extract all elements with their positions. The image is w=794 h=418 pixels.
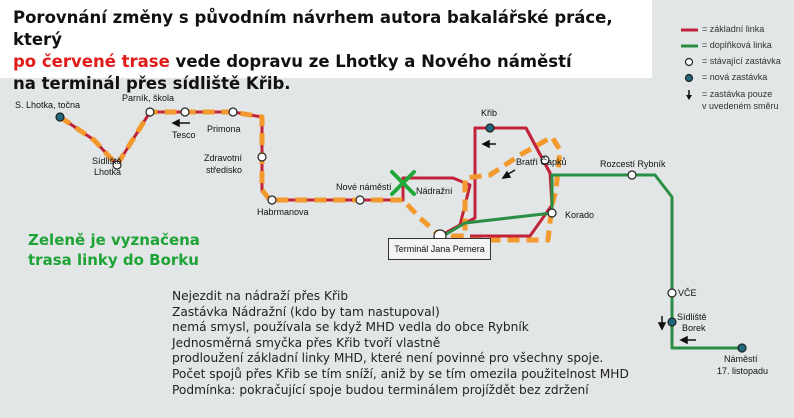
label-habrmanova: Habrmanova (257, 207, 309, 217)
label-vce: VČE (678, 288, 697, 298)
label-sidliste-lhotka-2: Lhotka (94, 167, 122, 177)
title-line-1: Porovnání změny s původním návrhem autora bakalářské práce, který (13, 8, 613, 49)
note-line: prodloužení základní linky MHD, které není povinné pro všechny spoje. (172, 351, 604, 366)
note-line: Podmínka: pokračující spoje budou terminálem projíždět bez zdržení (172, 382, 589, 397)
title-red-text: po červené trase (13, 52, 170, 71)
legend-direction-stop-label-1: = zastávka pouze (702, 89, 773, 99)
terminal-label-box (388, 238, 491, 260)
legend-direction-stop-label-2: v uvedeném směru (702, 101, 779, 111)
note-line: Zastávka Nádražní (kdo by tam nastupoval) (172, 304, 440, 319)
title-line-2 (13, 51, 643, 73)
stop-zdravotni-stredisko (258, 153, 266, 161)
legend-new-stop (680, 72, 768, 85)
stop-vce (668, 289, 676, 297)
stop-habrmanova (268, 196, 276, 204)
stop-korado (548, 209, 556, 217)
arrow-icon (483, 141, 496, 147)
green-route-note (28, 230, 200, 270)
label-sidliste-borek-2: Borek (682, 323, 706, 333)
label-zdravotni-2: středisko (206, 165, 243, 175)
filled-circle-icon (680, 72, 700, 83)
label-primona: Primona (207, 124, 241, 134)
legend-direction-stop (680, 89, 779, 111)
stop-namesti-17-listopadu (738, 344, 746, 352)
note-line: Jednosměrná smyčka přes Křib tvoří vlastně (172, 335, 441, 350)
label-namesti-2: 17. listopadu (717, 366, 769, 376)
label-krib: Křib (481, 108, 498, 118)
legend-extra-line (680, 40, 772, 53)
arrow-icon (659, 316, 665, 329)
label-nove-namesti: Nové náměstí (336, 182, 392, 192)
label-rozcesti-rybnik: Rozcestí Rybník (600, 159, 666, 169)
terminal-label: Terminál Jana Pernera (394, 244, 485, 254)
label-sidliste-lhotka-1: Sídliště (92, 156, 122, 166)
legend-existing-stop (680, 56, 781, 69)
note-line: Nejezdit na nádraží přes Křib (172, 289, 349, 303)
stop-lhotka-tocna (56, 113, 64, 121)
label-tesco: Tesco (172, 130, 196, 140)
red-line-swatch (680, 24, 700, 35)
open-circle-icon (680, 56, 700, 67)
legend-basic-line-label: = základní linka (702, 24, 765, 34)
arrow-icon (173, 120, 190, 126)
legend-new-stop-label: = nová zastávka (702, 72, 768, 82)
label-nadrazni: Nádražní (416, 186, 453, 196)
arrow-icon (681, 337, 696, 343)
arrow-icon (503, 170, 515, 178)
label-namesti-1: Náměstí (724, 354, 758, 364)
legend-existing-stop-label: = stávající zastávka (702, 56, 781, 66)
label-bratri-caplu: Bratří Čapků (516, 157, 567, 167)
label-sidliste-borek-1: Sídliště (677, 312, 707, 322)
label-parnik-skola: Parník, škola (122, 93, 175, 103)
green-note-line-1: Zeleně je vyznačena (28, 231, 200, 249)
page-title (13, 7, 643, 95)
label-korado: Korado (565, 210, 595, 220)
stop-tesco (181, 108, 189, 116)
stop-parnik-skola (146, 108, 154, 116)
title-line-2-rest: vede dopravu ze Lhotky a Nového náměstí (169, 52, 572, 71)
note-line: nemá smysl, používala se když MHD vedla do obce Rybník (172, 320, 529, 335)
label-zdravotni-1: Zdravotní (204, 153, 243, 163)
arrow-icon (680, 89, 700, 100)
title-box (0, 0, 652, 93)
title-line-3: na terminál přes sídliště Křib. (13, 74, 291, 93)
legend-basic-line (680, 24, 765, 37)
stop-primona (229, 108, 237, 116)
green-note-line-2: trasa linky do Borku (28, 251, 199, 269)
label-lhotka-tocna: S. Lhotka, točna (15, 100, 81, 110)
stop-rozcesti-rybnik (628, 171, 636, 179)
notes-block (172, 289, 629, 398)
legend-extra-line-label: = doplňková linka (702, 40, 772, 50)
green-line-swatch (680, 40, 700, 51)
stop-nove-namesti (356, 196, 364, 204)
note-line: Počet spojů přes Křib se tím sníží, aniž by se tím omezila použitelnost MHD (172, 366, 629, 381)
stop-sidliste-borek (668, 318, 676, 326)
stop-krib (486, 124, 494, 132)
